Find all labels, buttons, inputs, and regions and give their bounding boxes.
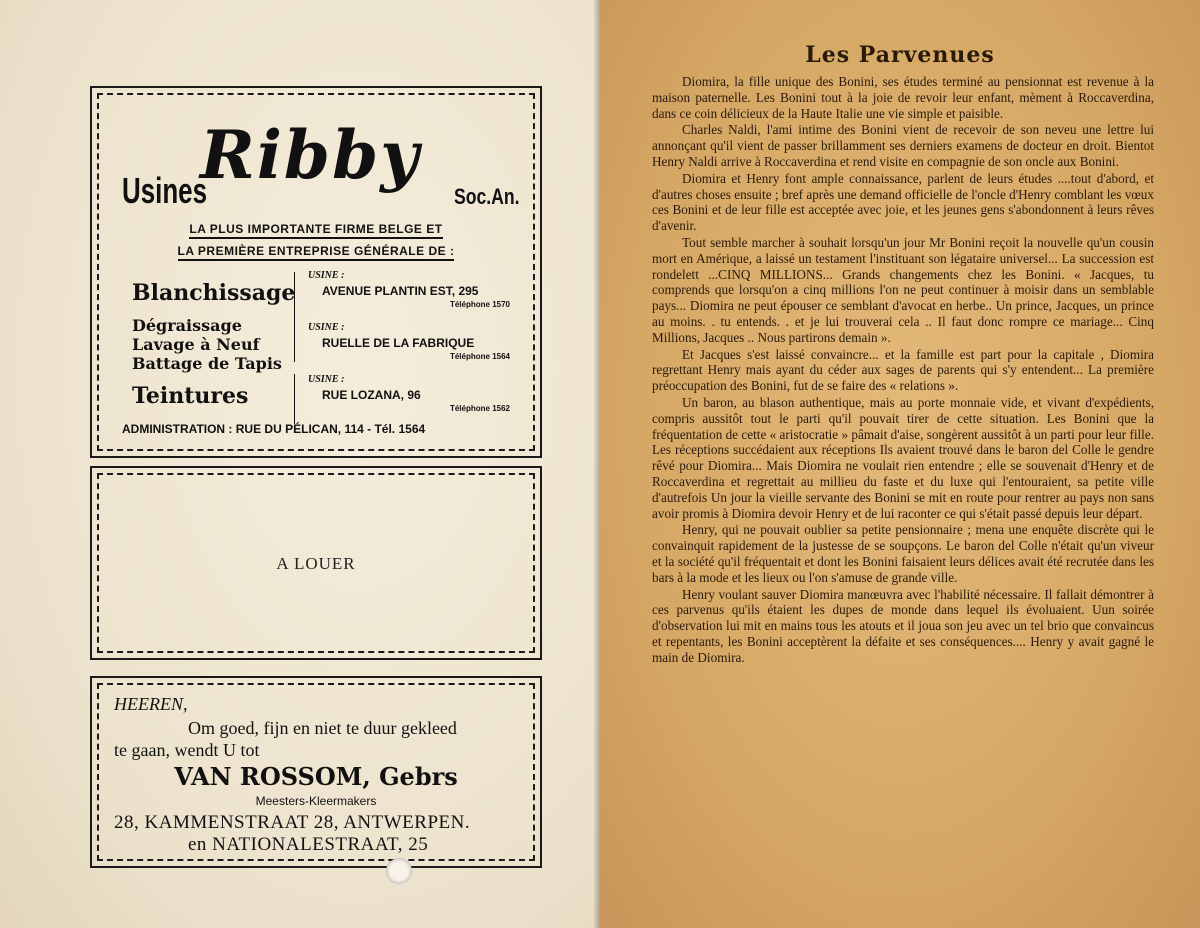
- usine-address: AVENUE PLANTIN EST, 295: [322, 284, 479, 298]
- story-paragraph: Tout semble marcher à souhait lorsqu'un jour Mr Bonini reçoit la nouvelle qu'un cousin mort en Amérique, a laissé un testament l'instituant son légataire universel... La succession est rondelett ...CINQ MILLIONS... Grands changements chez les Bonini. « Jacques, tu comprends que lorsqu'on a cinq millions l'on ne peut continuer à moisir dans un semblable pays... Diomira ne peut épouser ce semblant d'avocat en herbe.. Un prince, Jacques, un prince au moins. . tu entends. . et je lui trouverai cela .. Il faut donc rompre ce mariage... Cinq Millions, Jacques .. Nous partirons demain ».: [652, 234, 1154, 345]
- service-item: Battage de Tapis: [132, 354, 282, 373]
- ribby-suffix: Soc.An.: [454, 184, 520, 209]
- story-paragraph: Diomira, la fille unique des Bonini, ses études terminé au pensionnat est revenue à la maison paternelle. Les Bonini tout à la joie de revoir leur enfant, mèment à Roccaverdina, dans ce coin délicieux de la Haute Italie une vie simple et paisible.: [652, 74, 1154, 121]
- story-paragraph: Charles Naldi, l'ami intime des Bonini vient de recevoir de son neveu une lettre lui annonçant qu'il vient de passer brillamment ses derniers examens de docteur en droit. Bientot Henry Naldi arrive à Roccaverdina et rend visite en compagnie de son oncle aux Bonini.: [652, 122, 1154, 169]
- for-rent-text: A LOUER: [276, 554, 356, 573]
- ribby-tagline-2: LA PREMIÈRE ENTREPRISE GÉNÉRALE DE :: [92, 244, 540, 258]
- story-paragraph: Henry, qui ne pouvait oublier sa petite pensionnaire ; mena une enquête discrète qui le convainquit rapidement de la justesse de se soupçons. Le baron del Colle n'était qu'un viveur et la société qu'il fréquentait et dont les Bonini faisaient leurs délices avait été recrutée dans les bars à la mode et les lieux ou l'on s'amuse de grande ville.: [652, 522, 1154, 585]
- story-body: [652, 74, 1154, 666]
- story-paragraph: Et Jacques s'est laissé convaincre... et la famille est part pour la capitale , Diomira regrettant Henry mais ayant du céder aux sages de parents qui s'y entendent... La première préoccupation des Bonini, fut de se faire des « relations ».: [652, 346, 1154, 394]
- usine-phone: Téléphone 1562: [449, 404, 510, 413]
- ribby-advertisement: [90, 86, 542, 458]
- usine-label: USINE :: [308, 374, 345, 385]
- usine-phone: Téléphone 1570: [449, 300, 510, 309]
- brace-divider: [294, 314, 301, 362]
- service-item: Blanchissage: [132, 280, 296, 306]
- punch-hole: [386, 858, 412, 884]
- service-item: Teintures: [132, 383, 249, 409]
- ribby-tagline-1: LA PLUS IMPORTANTE FIRME BELGE ET: [92, 222, 540, 236]
- story-paragraph: Henry voulant sauver Diomira manœuvra avec l'habilité nécessaire. Il fallait démontrer à ces parvenus qu'ils étaient les dupes de monde dans lequel ils évoluaient. Uun soirée d'observation lui mit en mains tous les atouts et il joua son jeu avec un tel brio que convaincus et repentants, les Bonini acceptèrent la défaite et ses conséquences.... Henry y avait gagné le main de Diomira.: [652, 586, 1154, 665]
- story-paragraph: Un baron, au blason authentique, mais au porte monnaie vide, et vivant d'expédients, compris aussitôt tout le parti qu'il pouvait tirer de cette situation. Les Bonini que la fréquentation de cette « aristocratie » pâmait d'aise, songèrent aussitôt à un parti pour leur fille. Les réceptions succédaient aux réceptions Ils avaient trouvé dans le baron del Colle le gendre rêvé pour Diomira... Mais Diomira ne voulait rien entendre ; elle se souvenait d'Henry et de Roccaverdina et regrettait au millieu du faste et du luxe qui l'entouraient, sa petite ville d'autrefois Un jour la vieille servante des Bonini se mit en route pour rentrer au pays non sans avoir promis à Diomira devoir Henry et de lui raconter ce qui s'était passé depuis leur départ.: [652, 394, 1154, 521]
- usine-address: RUE LOZANA, 96: [322, 388, 421, 402]
- rossom-greeting: HEEREN,: [114, 694, 188, 714]
- usine-label: USINE :: [308, 322, 345, 333]
- service-item: Lavage à Neuf: [132, 335, 260, 354]
- van-rossom-advertisement: [90, 676, 542, 868]
- rossom-address-1: 28, KAMMENSTRAAT 28, ANTWERPEN.: [114, 812, 471, 833]
- ribby-prefix: Usines: [122, 170, 208, 211]
- rossom-subtitle: Meesters-Kleermakers: [255, 794, 377, 808]
- usine-phone: Téléphone 1564: [449, 352, 510, 361]
- story-paragraph: Diomira et Henry font ample connaissance, parlent de leurs études ....tout d'abord, et d'autres choses ensuite ; bref après une demand officielle de l'oncle d'Henry comblant les vœux ces Bonini et de leur fille est acceptée avec joie, et les jeunes gens s'abondonnent à leurs rêves d'avenir.: [652, 170, 1154, 234]
- usine-address: RUELLE DE LA FABRIQUE: [322, 336, 475, 350]
- rossom-address-2: en NATIONALESTRAAT, 25: [188, 834, 429, 855]
- usine-label: USINE :: [308, 270, 345, 281]
- for-rent-advertisement: [90, 466, 542, 660]
- rossom-line-2: te gaan, wendt U tot: [114, 740, 260, 760]
- brace-divider: [294, 272, 301, 318]
- ribby-logo: Ribby: [200, 116, 421, 194]
- brace-divider: [294, 374, 301, 424]
- right-page: [600, 0, 1200, 928]
- service-item: Dégraissage: [132, 316, 242, 335]
- administration-line: ADMINISTRATION : RUE DU PÉLICAN, 114 - Tél. 1564: [122, 422, 426, 436]
- rossom-company-name: VAN ROSSOM, Gebrs: [174, 762, 458, 791]
- rossom-line-1: Om goed, fijn en niet te duur gekleed: [188, 718, 457, 738]
- story-title: Les Parvenues: [805, 42, 995, 68]
